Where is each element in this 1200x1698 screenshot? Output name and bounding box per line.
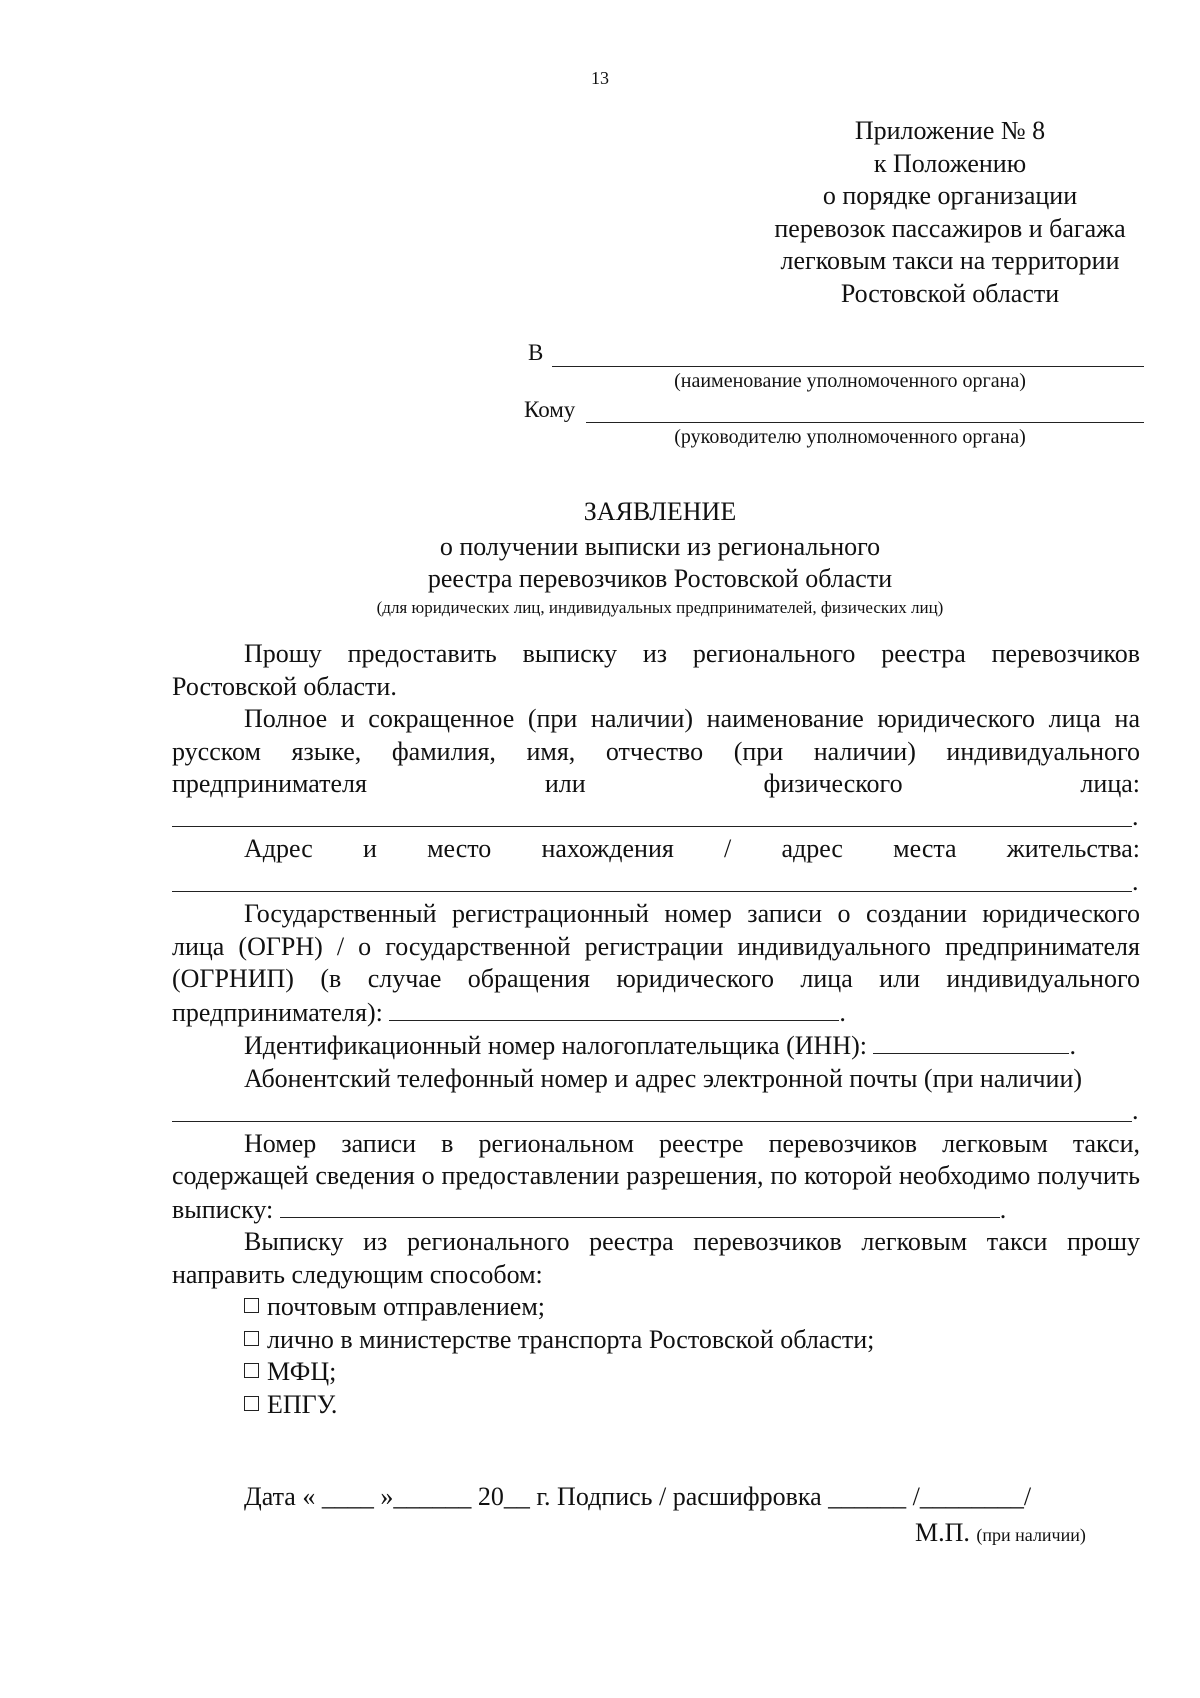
- address-field-input[interactable]: .: [172, 866, 1140, 899]
- delivery-option-in-person[interactable]: лично в министерстве транспорта Ростовской области;: [172, 1324, 1140, 1357]
- document-subtitle-line2: реестра перевозчиков Ростовской области: [427, 564, 893, 593]
- record-blank-line[interactable]: [280, 1193, 1000, 1218]
- to-label: В: [528, 340, 544, 365]
- date-signature-line: Дата « ____ »______ 20__ г. Подпись / расшифровка ______ /________/: [244, 1482, 1032, 1511]
- checkbox-icon[interactable]: [244, 1363, 259, 1378]
- appendix-line: к Положению: [873, 148, 1027, 178]
- appendix-line: о порядке организации: [822, 181, 1078, 210]
- appendix-line: легковым такси на территории: [780, 246, 1120, 275]
- request-paragraph: Прошу предоставить выписку из регионального реестра перевозчиков Ростовской области.: [172, 639, 1140, 701]
- appendix-header: [740, 115, 1160, 310]
- ogrn-blank-line[interactable]: [389, 996, 839, 1021]
- document-body: [172, 638, 1140, 1421]
- stamp-placeholder: [915, 1518, 1086, 1548]
- delivery-option-epgu[interactable]: ЕПГУ.: [172, 1389, 1140, 1422]
- contact-field-label: Абонентский телефонный номер и адрес электронной почты (при наличии): [244, 1063, 1083, 1093]
- whom-label: Кому: [524, 397, 576, 422]
- address-blank-line[interactable]: [172, 891, 1132, 892]
- name-field-input[interactable]: .: [172, 801, 1140, 834]
- appendix-line: Приложение № 8: [854, 116, 1046, 145]
- whom-caption: (руководителю уполномоченного органа): [674, 426, 1026, 448]
- checkbox-icon[interactable]: [244, 1298, 259, 1313]
- whom-blank-line[interactable]: [586, 422, 1144, 423]
- delivery-option-mfc[interactable]: МФЦ;: [172, 1356, 1140, 1389]
- stamp-label: М.П.: [915, 1518, 970, 1547]
- inn-blank-line[interactable]: [873, 1029, 1069, 1054]
- checkbox-icon[interactable]: [244, 1396, 259, 1411]
- document-subtitle-note: (для юридических лиц, индивидуальных предпринимателей, физических лиц): [376, 598, 944, 617]
- appendix-line: перевозок пассажиров и багажа: [774, 213, 1126, 243]
- contact-blank-line[interactable]: [172, 1121, 1132, 1122]
- appendix-line: Ростовской области: [840, 278, 1060, 308]
- to-blank-line[interactable]: [552, 366, 1144, 367]
- contact-field-input[interactable]: .: [172, 1095, 1140, 1128]
- page-number: 13: [591, 68, 609, 88]
- record-field-label: Номер записи в региональном реестре перевозчиков легковым такси, содержащей сведения о предоставлении разрешения, по которой необходимо получить выписку: .: [172, 1128, 1140, 1224]
- delivery-intro: Выписку из регионального реестра перевозчиков легковым такси прошу направить следующим способом:: [172, 1227, 1140, 1289]
- to-caption: (наименование уполномоченного органа): [674, 370, 1026, 392]
- delivery-option-post[interactable]: почтовым отправлением;: [172, 1291, 1140, 1324]
- address-field-label: Адрес и место нахождения / адрес места жительства:: [244, 834, 1140, 863]
- name-field-label: Полное и сокращенное (при наличии) наименование юридического лица на русском языке, фамилия, имя, отчество (при наличии) индивидуального предпринимателя или физического лица:: [172, 704, 1140, 798]
- document-subtitle-line1: о получении выписки из регионального: [439, 532, 881, 561]
- document-heading: ЗАЯВЛЕНИЕ: [583, 497, 737, 526]
- name-blank-line[interactable]: [172, 826, 1132, 827]
- checkbox-icon[interactable]: [244, 1331, 259, 1346]
- ogrn-field-label: Государственный регистрационный номер записи о создании юридического лица (ОГРН) / о государственной регистрации индивидуального предпринимателя (ОГРНИП) (в случае обращения юридического лица или индивидуального предпринимателя): .: [172, 899, 1140, 1027]
- inn-field-label: Идентификационный номер налогоплательщика (ИНН): .: [244, 1031, 1076, 1060]
- stamp-note: (при наличии): [976, 1525, 1086, 1545]
